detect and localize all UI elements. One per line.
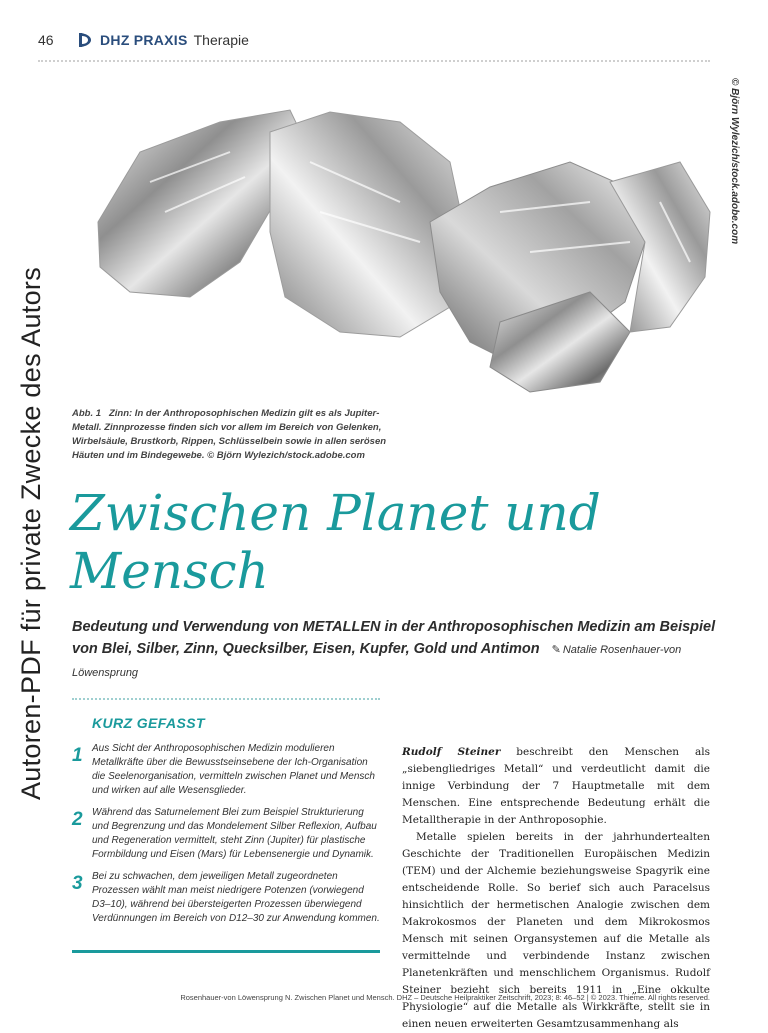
brand-short: DHZ [100,32,130,48]
summary-item [72,742,382,798]
subtitle-part-2: in der Anthroposophischen Medizin am Beispiel von Blei, Silber, Zinn, Quecksilber, Eisen, Kupfer, Gold und Antimon [72,619,716,657]
subtitle-part-1: Bedeutung und Verwendung von [72,619,303,635]
article-subtitle [72,616,722,684]
body-paragraph-1-text: beschreibt den Menschen als „siebengliedriges Metall“ und verdeutlicht damit die innige Verbindung der 7 Hauptmetalle mit dem Menschen. Eine entsprechende Bedeutung erhält die Metalltherapie in der Anthroposophie. [402,746,710,826]
section-label: Therapie [193,32,249,48]
summary-top-rule [72,698,380,700]
title-line-1: Zwischen Planet und [70,484,601,542]
title-line-2: Mensch [70,542,269,600]
summary-text: Während das Saturnelement Blei zum Beispiel Strukturierung und Begrenzung und das Mondelement Silber Reflexion, Aufbau und Regeneration vermittelt, steht Zinn (Jupiter) für plastische Formbildung und Eisen (Mars) für Lebensenergie und Dynamik. [92,807,377,860]
summary-item [72,806,382,862]
citation-footer: Rosenhauer-von Löwensprung N. Zwischen Planet und Mensch. DHZ – Deutsche Heilpraktiker Zeitschrift, 2023; 8: 46–52 | © 2023. Thieme. All rights reserved. [180,993,710,1002]
summary-title: KURZ GEFASST [92,715,205,731]
header-divider [38,60,710,64]
summary-list [72,742,382,934]
caption-label: Abb. 1 [72,408,102,419]
tin-metal-photo [70,92,720,400]
article-body [402,744,710,1033]
article-title [70,484,710,600]
summary-number: 3 [72,873,83,894]
body-author-name: Rudolf Steiner [402,746,501,758]
dhz-logo-icon [76,31,94,49]
author-name: Natalie Rosenhauer-von Löwensprung [72,644,682,679]
summary-text: Bei zu schwachen, dem jeweiligen Metall zugeordneten Prozessen wählt man meist niedrigere Potenzen (vorwiegend D3–10), während bei übersteigerten Prozessen überwiegend Verdünnungen im Bereich von D12–30 zur Anwendung kommen. [92,871,380,924]
photo-credit: © Björn Wylezich/stock.adobe.com [729,78,740,245]
subtitle-keyword: METALLEN [302,619,381,635]
summary-number: 1 [72,745,83,766]
page-header [38,28,718,52]
brand-word: PRAXIS [133,32,188,48]
summary-number: 2 [72,809,83,830]
caption-text: Zinn: In der Anthroposophischen Medizin gilt es als Jupiter-Metall. Zinnprozesse finden sich vor allem im Bereich von Gelenken, Wirbelsäule, Brustkorb, Rippen, Schlüsselbein sowie in allen serösen Häuten und im Bindegewebe. © Björn Wylezich/stock.adobe.com [72,408,387,461]
summary-text: Aus Sicht der Anthroposophischen Medizin modulieren Metallkräfte über die Bewusstseinsebene der Ich-Organisation die Seelenorganisation, vermitteln zwischen Planet und Mensch und wirken auf alle Wesensglieder. [92,743,375,796]
body-paragraph-2: Metalle spielen bereits in der jahrhundertealten Geschichte der Traditionellen Europäischen Medizin (TEM) und der Alchemie beziehungsweise Spagyrik eine entscheidende Rolle. So berief sich auch Paracelsus hinsichtlich der hermetischen Analogie zwischen dem Makrokosmos der Planeten und dem Mikrokosmos Mensch mit seinen Organsystemen auf die Metalle als vermittelnde und verbindende Instanz zwischen Planetenkräften und menschlichem Organismus. Rudolf Steiner bezieht sich bereits 1911 in „Eine okkulte Physiologie“ auf die Metalle als Wirkkräfte, stellt sie in einen neuen erweiterten Gesamtzusammenhang als [402,831,710,1030]
page-number: 46 [38,32,54,48]
pen-icon: ✎ [551,644,561,656]
summary-bottom-rule [72,950,380,953]
body-paragraph-1 [402,744,710,829]
figure-caption [72,407,392,463]
author-pdf-banner: Autoren-PDF für private Zwecke des Autors [16,266,46,800]
summary-item [72,870,382,926]
